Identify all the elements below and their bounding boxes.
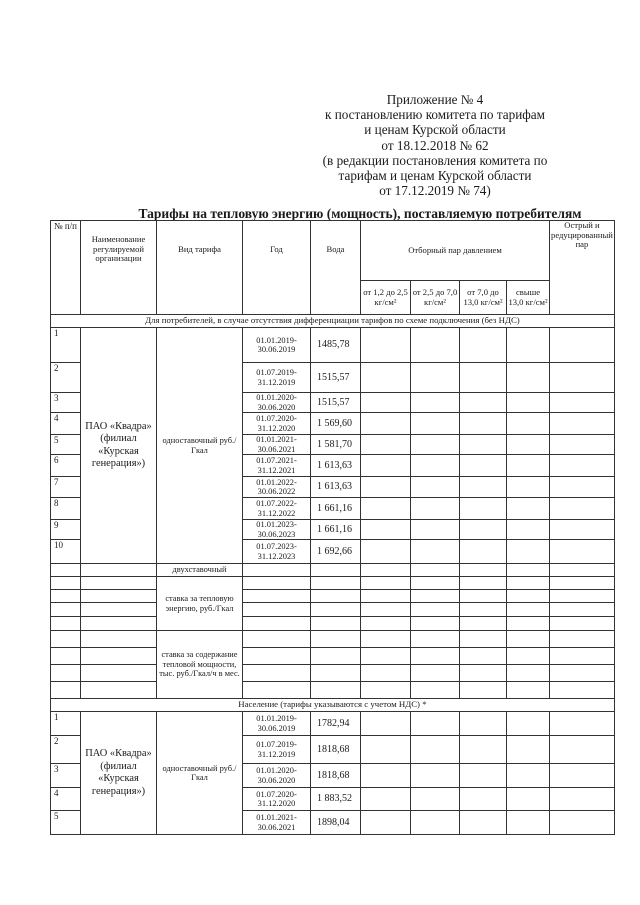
empty-cell	[460, 603, 507, 617]
empty-cell	[460, 498, 507, 520]
empty-cell	[460, 363, 507, 393]
row-number: 2	[51, 363, 81, 393]
row-number: 1	[51, 328, 81, 363]
table-row	[51, 617, 615, 631]
empty-cell	[460, 564, 507, 577]
empty-cell	[411, 764, 460, 788]
empty-cell	[81, 590, 157, 603]
empty-cell	[460, 764, 507, 788]
row-number: 5	[51, 435, 81, 455]
period-end: 30.06.2019	[257, 345, 296, 354]
tariff-type: одноставочный руб./Гкал	[157, 712, 243, 835]
table-row	[51, 712, 615, 736]
period-start: 01.01.2023-	[256, 520, 297, 530]
period-start: 01.07.2019-	[256, 740, 297, 750]
empty-cell	[361, 682, 411, 699]
period-start: 01.01.2020-	[256, 393, 297, 403]
empty-cell	[361, 736, 411, 764]
row-number: 10	[51, 540, 81, 564]
header-row	[51, 221, 615, 281]
empty-cell	[550, 328, 615, 363]
empty-cell	[361, 328, 411, 363]
water-tariff-value: 1818,68	[311, 764, 361, 788]
empty-cell	[507, 603, 550, 617]
empty-cell	[550, 712, 615, 736]
empty-cell	[361, 764, 411, 788]
empty-cell	[550, 564, 615, 577]
empty-cell	[550, 764, 615, 788]
empty-cell	[51, 564, 81, 577]
table-row	[51, 328, 615, 363]
period-cell	[243, 520, 311, 540]
empty-cell	[460, 590, 507, 603]
water-tariff-value: 1 613,63	[311, 477, 361, 498]
empty-cell	[411, 413, 460, 435]
empty-cell	[243, 665, 311, 682]
empty-cell	[550, 590, 615, 603]
empty-cell	[411, 498, 460, 520]
row-number: 3	[51, 393, 81, 413]
tariff-table	[50, 220, 615, 835]
period-end: 31.12.2021	[257, 465, 296, 475]
empty-cell	[81, 665, 157, 682]
empty-cell	[460, 631, 507, 648]
empty-cell	[550, 682, 615, 699]
empty-cell	[243, 682, 311, 699]
empty-cell	[361, 564, 411, 577]
empty-cell	[411, 631, 460, 648]
row-number: 4	[51, 413, 81, 435]
empty-cell	[550, 811, 615, 835]
period-cell	[243, 811, 311, 835]
period-cell	[243, 328, 311, 363]
empty-cell	[550, 648, 615, 665]
empty-cell	[361, 413, 411, 435]
empty-cell	[460, 413, 507, 435]
empty-cell	[550, 477, 615, 498]
table-row	[51, 682, 615, 699]
empty-cell	[311, 564, 361, 577]
period-cell	[243, 455, 311, 477]
row-number: 8	[51, 498, 81, 520]
empty-cell	[411, 665, 460, 682]
empty-cell	[460, 788, 507, 811]
period-start: 01.07.2020-	[256, 414, 297, 424]
water-tariff-value: 1 692,66	[311, 540, 361, 564]
document-title: Тарифы на тепловую энергию (мощность), поставляемую потребителям	[138, 206, 582, 221]
empty-cell	[243, 648, 311, 665]
empty-cell	[243, 603, 311, 617]
empty-cell	[411, 811, 460, 835]
empty-cell	[460, 455, 507, 477]
empty-cell	[460, 435, 507, 455]
period-end: 31.12.2022	[257, 508, 296, 518]
empty-cell	[81, 564, 157, 577]
empty-cell	[507, 811, 550, 835]
empty-cell	[460, 520, 507, 540]
empty-cell	[411, 788, 460, 811]
period-cell	[243, 540, 311, 564]
organization-name: ПАО «Квадра» (филиал «Курская генерация»)	[81, 712, 157, 835]
empty-cell	[243, 590, 311, 603]
empty-cell	[550, 788, 615, 811]
empty-cell	[311, 577, 361, 590]
empty-cell	[361, 435, 411, 455]
empty-cell	[361, 498, 411, 520]
empty-cell	[51, 590, 81, 603]
empty-cell	[243, 631, 311, 648]
empty-cell	[411, 393, 460, 413]
section-title-row	[51, 315, 615, 328]
empty-cell	[507, 477, 550, 498]
water-tariff-value: 1 613,63	[311, 455, 361, 477]
period-start: 01.01.2019-	[256, 335, 297, 345]
period-cell	[243, 413, 311, 435]
row-number: 9	[51, 520, 81, 540]
organization-name: ПАО «Квадра» (филиал «Курская генерация»)	[81, 328, 157, 564]
period-end: 31.12.2019	[257, 749, 296, 759]
period-cell	[243, 712, 311, 736]
empty-cell	[411, 648, 460, 665]
col-header-org: Наименование регулируемой организации	[81, 221, 157, 315]
empty-cell	[311, 603, 361, 617]
period-cell	[243, 435, 311, 455]
empty-cell	[361, 393, 411, 413]
period-end: 31.12.2023	[257, 551, 296, 561]
period-end: 30.06.2021	[257, 444, 296, 454]
empty-cell	[243, 617, 311, 631]
water-tariff-value: 1515,57	[311, 363, 361, 393]
empty-cell	[460, 736, 507, 764]
period-start: 01.01.2022-	[256, 477, 297, 487]
water-tariff-value: 1782,94	[311, 712, 361, 736]
header-line: тарифам и ценам Курской области	[338, 168, 532, 184]
water-tariff-value: 1 581,70	[311, 435, 361, 455]
empty-cell	[460, 617, 507, 631]
period-end: 30.06.2022	[257, 487, 296, 496]
period-start: 01.01.2021-	[256, 813, 297, 823]
water-tariff-value: 1515,57	[311, 393, 361, 413]
empty-cell	[550, 520, 615, 540]
empty-cell	[411, 682, 460, 699]
water-tariff-value: 1898,04	[311, 811, 361, 835]
period-end: 31.12.2019	[257, 377, 296, 387]
water-tariff-value: 1 569,60	[311, 413, 361, 435]
section-title: Население (тарифы указываются с учетом НДС) *	[51, 699, 615, 712]
empty-cell	[507, 435, 550, 455]
period-end: 31.12.2020	[257, 799, 296, 808]
empty-cell	[507, 328, 550, 363]
col-header-steam-2: от 2,5 до 7,0 кг/см²	[411, 281, 460, 315]
empty-cell	[51, 631, 81, 648]
empty-cell	[411, 520, 460, 540]
empty-cell	[460, 393, 507, 413]
table-row	[51, 590, 615, 603]
period-cell	[243, 764, 311, 788]
empty-cell	[81, 577, 157, 590]
period-end: 30.06.2020	[257, 402, 296, 412]
empty-cell	[507, 520, 550, 540]
empty-cell	[550, 498, 615, 520]
header-line: (в редакции постановления комитета по	[322, 152, 548, 168]
empty-cell	[361, 477, 411, 498]
empty-cell	[550, 393, 615, 413]
period-start: 01.01.2021-	[256, 435, 297, 445]
empty-cell	[51, 648, 81, 665]
table-row	[51, 564, 615, 577]
table-row	[51, 603, 615, 617]
empty-cell	[311, 631, 361, 648]
empty-cell	[507, 393, 550, 413]
empty-cell	[361, 788, 411, 811]
table-row	[51, 577, 615, 590]
empty-cell	[507, 648, 550, 665]
empty-cell	[361, 590, 411, 603]
empty-cell	[550, 413, 615, 435]
empty-cell	[550, 631, 615, 648]
period-cell	[243, 393, 311, 413]
period-cell	[243, 788, 311, 811]
col-header-steam: Отборный пар давлением	[361, 221, 550, 281]
section-title: Для потребителей, в случае отсутствия дифференциации тарифов по схеме подключения (без НДС)	[51, 315, 615, 328]
two-part-tariff-label: ставка за содержание тепловой мощности, тыс. руб./Гкал/ч в мес.	[157, 631, 243, 699]
empty-cell	[51, 603, 81, 617]
empty-cell	[507, 590, 550, 603]
empty-cell	[311, 617, 361, 631]
period-start: 01.01.2019-	[256, 714, 297, 724]
empty-cell	[311, 682, 361, 699]
empty-cell	[361, 363, 411, 393]
empty-cell	[550, 455, 615, 477]
period-start: 01.01.2020-	[256, 766, 297, 776]
empty-cell	[311, 590, 361, 603]
appendix-header	[290, 92, 580, 198]
empty-cell	[550, 665, 615, 682]
empty-cell	[81, 648, 157, 665]
header-line: Приложение № 4	[386, 92, 484, 107]
empty-cell	[311, 665, 361, 682]
header-line: от 17.12.2019 № 74)	[379, 183, 491, 199]
period-end: 30.06.2020	[257, 775, 296, 785]
empty-cell	[507, 736, 550, 764]
empty-cell	[507, 540, 550, 564]
period-end: 30.06.2019	[257, 723, 296, 733]
empty-cell	[361, 520, 411, 540]
empty-cell	[460, 477, 507, 498]
empty-cell	[411, 455, 460, 477]
empty-cell	[460, 648, 507, 665]
row-number: 2	[51, 736, 81, 764]
period-start: 01.07.2023-	[256, 542, 297, 552]
empty-cell	[361, 665, 411, 682]
empty-cell	[507, 455, 550, 477]
empty-cell	[51, 665, 81, 682]
empty-cell	[361, 631, 411, 648]
period-start: 01.07.2020-	[256, 789, 297, 799]
empty-cell	[243, 577, 311, 590]
empty-cell	[507, 665, 550, 682]
empty-cell	[361, 648, 411, 665]
period-cell	[243, 498, 311, 520]
period-end: 30.06.2021	[257, 822, 296, 832]
empty-cell	[507, 363, 550, 393]
empty-cell	[81, 631, 157, 648]
empty-cell	[361, 540, 411, 564]
empty-cell	[550, 435, 615, 455]
table-row	[51, 665, 615, 682]
two-part-tariff-label: ставка за тепловую энергию, руб./Гкал	[157, 577, 243, 631]
col-header-year: Год	[243, 221, 311, 315]
row-number: 1	[51, 712, 81, 736]
row-number: 3	[51, 764, 81, 788]
empty-cell	[361, 455, 411, 477]
empty-cell	[507, 413, 550, 435]
empty-cell	[81, 603, 157, 617]
empty-cell	[507, 617, 550, 631]
empty-cell	[311, 648, 361, 665]
table-row	[51, 648, 615, 665]
empty-cell	[411, 712, 460, 736]
empty-cell	[550, 540, 615, 564]
empty-cell	[81, 682, 157, 699]
row-number: 6	[51, 455, 81, 477]
empty-cell	[51, 577, 81, 590]
empty-cell	[460, 540, 507, 564]
col-header-steam-3: от 7,0 до 13,0 кг/см²	[460, 281, 507, 315]
col-header-tariff-type: Вид тарифа	[157, 221, 243, 315]
empty-cell	[550, 736, 615, 764]
empty-cell	[411, 736, 460, 764]
empty-cell	[361, 577, 411, 590]
period-cell	[243, 477, 311, 498]
empty-cell	[51, 682, 81, 699]
header-line: и ценам Курской области	[364, 122, 506, 138]
row-number: 5	[51, 811, 81, 835]
empty-cell	[460, 712, 507, 736]
empty-cell	[411, 435, 460, 455]
empty-cell	[460, 665, 507, 682]
header-line: к постановлению комитета по тарифам	[324, 107, 545, 123]
empty-cell	[411, 617, 460, 631]
empty-cell	[411, 328, 460, 363]
two-part-tariff-label: двухставочный	[157, 564, 243, 577]
empty-cell	[550, 617, 615, 631]
empty-cell	[411, 477, 460, 498]
empty-cell	[361, 811, 411, 835]
empty-cell	[550, 363, 615, 393]
empty-cell	[411, 540, 460, 564]
empty-cell	[550, 603, 615, 617]
empty-cell	[507, 564, 550, 577]
empty-cell	[507, 788, 550, 811]
empty-cell	[361, 617, 411, 631]
period-end: 30.06.2023	[257, 529, 296, 539]
table-row	[51, 631, 615, 648]
period-cell	[243, 736, 311, 764]
empty-cell	[411, 564, 460, 577]
water-tariff-value: 1485,78	[311, 328, 361, 363]
empty-cell	[550, 577, 615, 590]
empty-cell	[507, 577, 550, 590]
period-end: 31.12.2020	[257, 423, 296, 433]
empty-cell	[411, 577, 460, 590]
period-start: 01.07.2022-	[256, 499, 297, 509]
empty-cell	[460, 682, 507, 699]
empty-cell	[51, 617, 81, 631]
empty-cell	[361, 603, 411, 617]
col-header-steam-4: свыше 13,0 кг/см²	[507, 281, 550, 315]
empty-cell	[460, 577, 507, 590]
col-header-num: № п/п	[51, 221, 81, 315]
water-tariff-value: 1818,68	[311, 736, 361, 764]
col-header-water: Вода	[311, 221, 361, 315]
tariff-type: одноставочный руб./Гкал	[157, 328, 243, 564]
empty-cell	[411, 363, 460, 393]
empty-cell	[411, 603, 460, 617]
empty-cell	[81, 617, 157, 631]
empty-cell	[507, 712, 550, 736]
water-tariff-value: 1 883,52	[311, 788, 361, 811]
col-header-steam-1: от 1,2 до 2,5 кг/см²	[361, 281, 411, 315]
empty-cell	[361, 712, 411, 736]
empty-cell	[460, 811, 507, 835]
period-start: 01.07.2019-	[256, 368, 297, 378]
empty-cell	[243, 564, 311, 577]
empty-cell	[507, 631, 550, 648]
empty-cell	[507, 764, 550, 788]
row-number: 7	[51, 477, 81, 498]
period-cell	[243, 363, 311, 393]
col-header-sharp-steam: Острый и редуцированный пар	[550, 221, 615, 315]
water-tariff-value: 1 661,16	[311, 520, 361, 540]
empty-cell	[507, 682, 550, 699]
header-line: от 18.12.2018 № 62	[381, 137, 489, 153]
period-start: 01.07.2021-	[256, 456, 297, 466]
empty-cell	[507, 498, 550, 520]
empty-cell	[460, 328, 507, 363]
section-title-row	[51, 699, 615, 712]
row-number: 4	[51, 788, 81, 811]
empty-cell	[411, 590, 460, 603]
water-tariff-value: 1 661,16	[311, 498, 361, 520]
